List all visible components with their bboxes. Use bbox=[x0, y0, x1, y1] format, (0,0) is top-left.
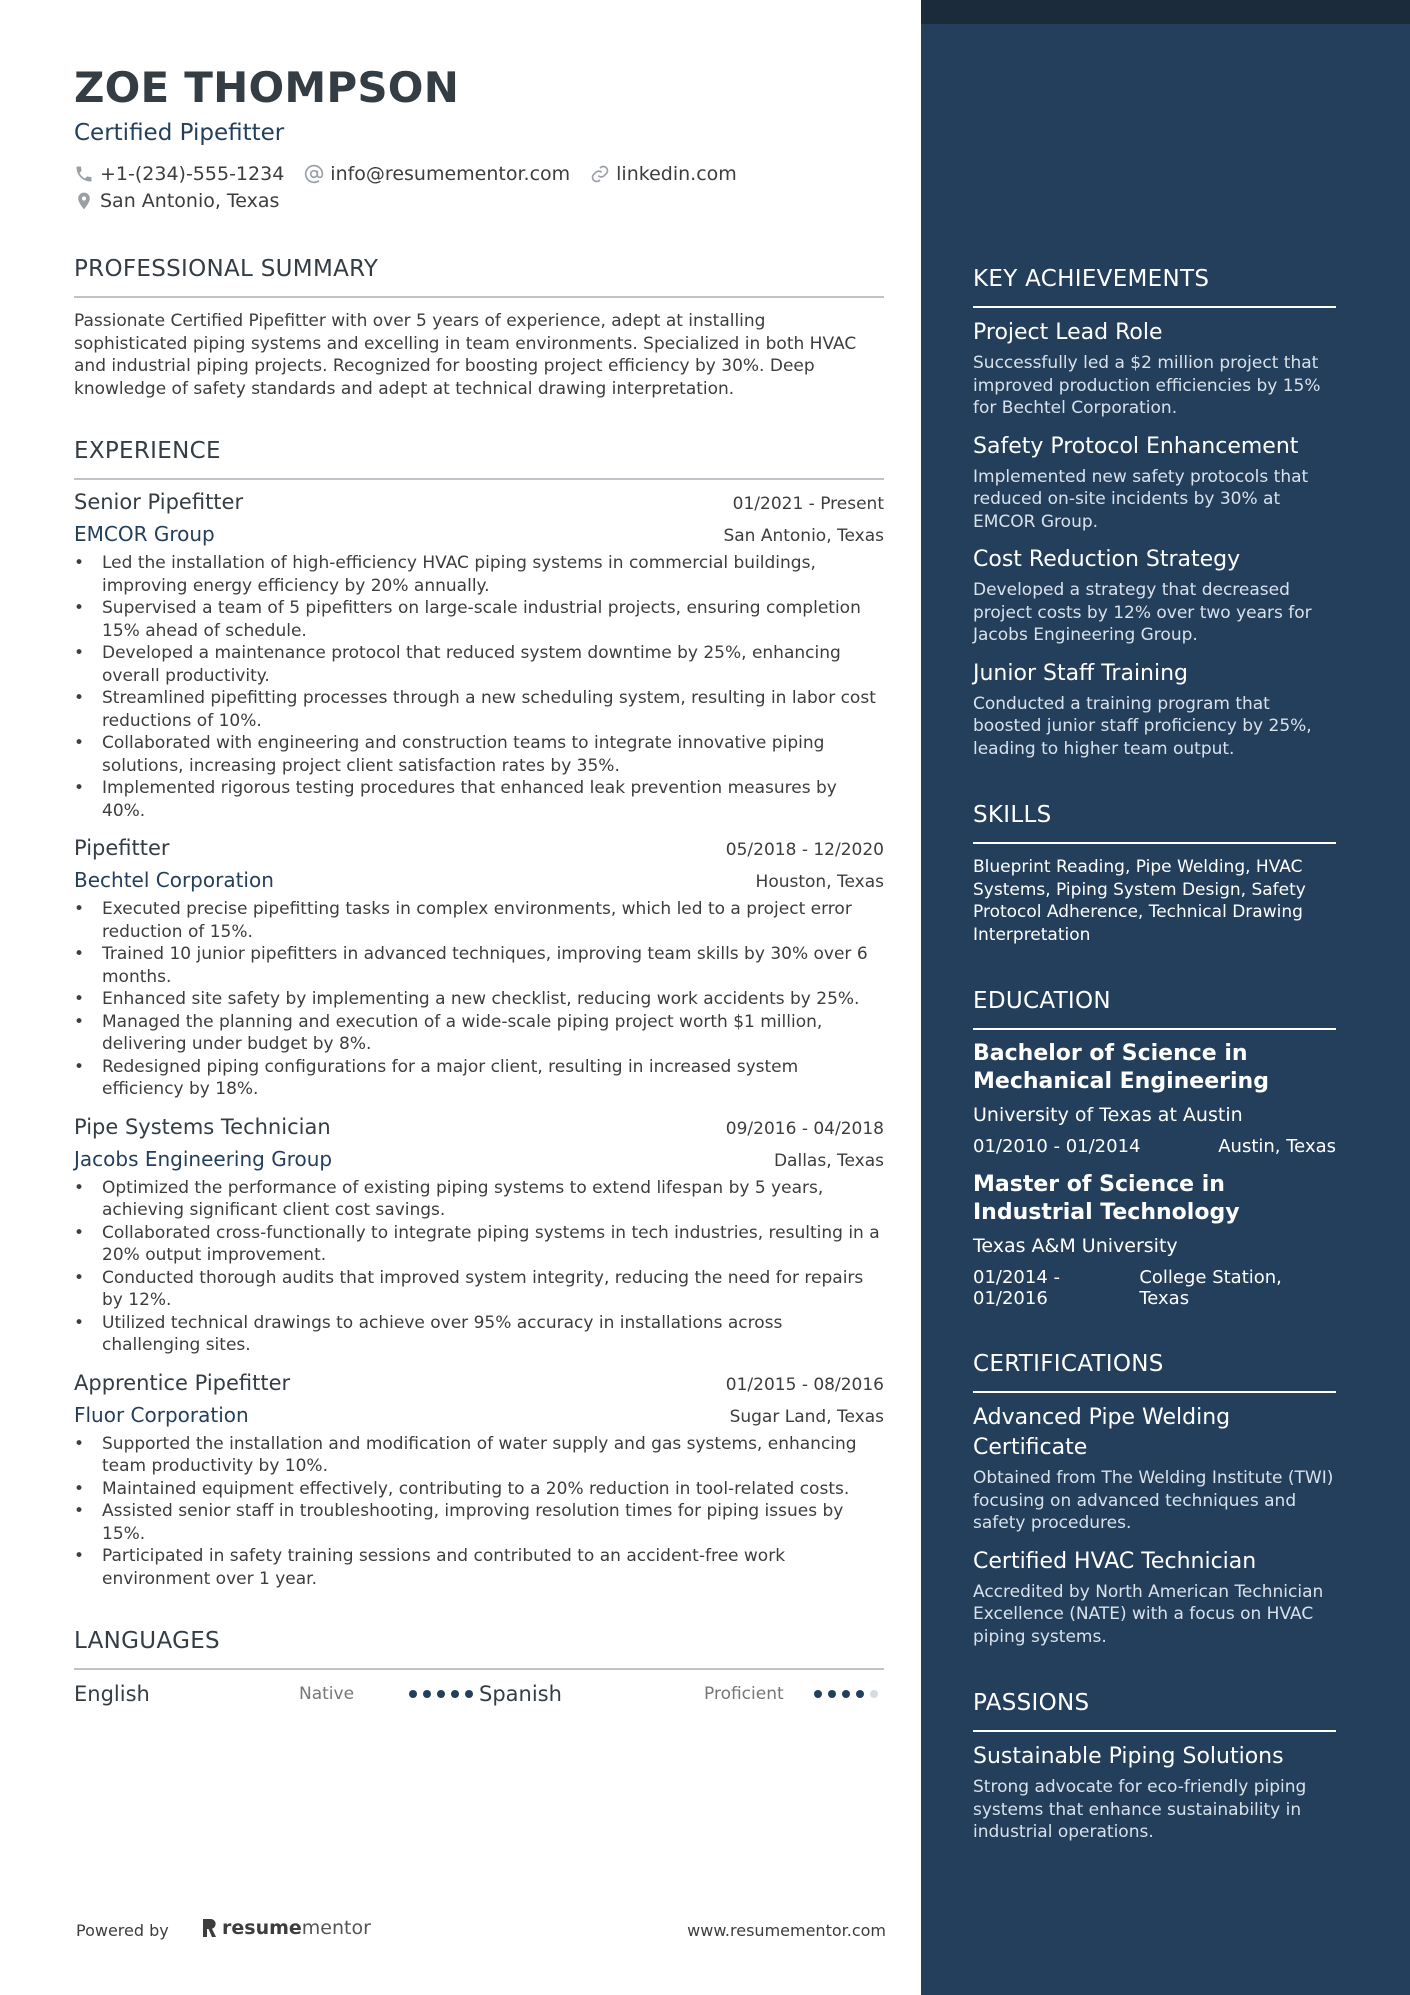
job-bullet: • Collaborated with engineering and construction teams to integrate innovative piping solutions, increasing project client satisfaction rates by 35%. bbox=[102, 732, 884, 777]
job-bullets bbox=[74, 1433, 884, 1591]
job-role: Senior Pipefitter bbox=[74, 490, 244, 514]
main-column bbox=[74, 60, 884, 1706]
contact-email[interactable] bbox=[304, 160, 570, 187]
rating-dot bbox=[814, 1690, 822, 1698]
skills-section bbox=[973, 800, 1336, 946]
rating-dot bbox=[856, 1690, 864, 1698]
footer bbox=[76, 1917, 886, 1947]
job-location: Sugar Land, Texas bbox=[729, 1406, 884, 1427]
sidebar-top-bar bbox=[921, 0, 1410, 24]
languages-divider bbox=[74, 1668, 884, 1670]
job-company: Jacobs Engineering Group bbox=[74, 1146, 333, 1171]
education-dates: 01/2010 - 01/2014 bbox=[973, 1136, 1141, 1157]
education-location: Austin, Texas bbox=[1218, 1136, 1336, 1157]
job-dates: 05/2018 - 12/2020 bbox=[725, 840, 884, 860]
job-role: Pipe Systems Technician bbox=[74, 1114, 331, 1139]
job-bullet: • Developed a maintenance protocol that reduced system downtime by 25%, enhancing overall productivity. bbox=[102, 642, 884, 687]
rating-dot bbox=[437, 1690, 445, 1698]
languages-section bbox=[74, 1626, 884, 1706]
passions-heading: PASSIONS bbox=[973, 1690, 1090, 1716]
certification-title: Advanced Pipe Welding Certificate bbox=[973, 1405, 1231, 1460]
language-item bbox=[479, 1682, 884, 1706]
skills-list: Blueprint Reading, Pipe Welding, HVAC Systems, Piping System Design, Safety Protocol Adherence, Technical Drawing Interpretation bbox=[973, 857, 1306, 945]
language-name: Spanish bbox=[479, 1682, 562, 1706]
achievement-title: Cost Reduction Strategy bbox=[973, 547, 1241, 572]
link-icon bbox=[590, 164, 610, 184]
job-dates: 09/2016 - 04/2018 bbox=[725, 1118, 884, 1139]
job-bullet: • Utilized technical drawings to achieve over 95% accuracy in installations across challenging sites. bbox=[102, 1312, 884, 1357]
job-location: San Antonio, Texas bbox=[723, 526, 884, 546]
summary-heading: PROFESSIONAL SUMMARY bbox=[74, 256, 379, 282]
logo-text-bold: resume bbox=[222, 1917, 302, 1939]
job-bullets bbox=[74, 1177, 884, 1357]
contact-location bbox=[74, 187, 279, 214]
job-bullet: • Implemented rigorous testing procedures that enhanced leak prevention measures by 40%. bbox=[102, 777, 884, 822]
certification-desc: Obtained from The Welding Institute (TWI) focusing on advanced techniques and safety procedures. bbox=[973, 1468, 1334, 1533]
achievement-desc: Developed a strategy that decreased project costs by 12% over two years for Jacobs Engineering Group. bbox=[973, 580, 1312, 645]
achievement-desc: Successfully led a $2 million project that improved production efficiencies by 15% for Bechtel Corporation. bbox=[973, 353, 1321, 418]
rating-dot bbox=[828, 1690, 836, 1698]
achievement-title: Junior Staff Training bbox=[973, 660, 1189, 686]
footer-website-link[interactable]: www.resumementor.com bbox=[687, 1921, 886, 1940]
education-school: University of Texas at Austin bbox=[973, 1104, 1243, 1126]
passions-section bbox=[973, 1688, 1336, 1844]
education-dates: 01/2014 - 01/2016 bbox=[973, 1267, 1060, 1309]
job-bullet: • Optimized the performance of existing piping systems to extend lifespan by 5 years, achieving significant client cost savings. bbox=[102, 1177, 884, 1222]
job-bullet: • Maintained equipment effectively, contributing to a 20% reduction in tool-related costs. bbox=[102, 1478, 884, 1501]
job-location: Houston, Texas bbox=[755, 872, 884, 892]
job-bullets bbox=[74, 552, 884, 822]
education-section bbox=[973, 986, 1336, 1309]
phone-icon bbox=[74, 164, 94, 184]
certification-title: Certified HVAC Technician bbox=[973, 1548, 1257, 1574]
resumementor-logo[interactable] bbox=[200, 1917, 371, 1939]
logo-mark-icon bbox=[200, 1917, 218, 1939]
achievement-item bbox=[973, 545, 1336, 647]
job-bullet: • Supervised a team of 5 pipefitters on large-scale industrial projects, ensuring completion 15% ahead of schedule. bbox=[102, 597, 884, 642]
job-bullet: • Assisted senior staff in troubleshooting, improving resolution times for piping issues by 15%. bbox=[102, 1500, 884, 1545]
skills-divider bbox=[973, 842, 1336, 844]
sidebar-column bbox=[973, 264, 1336, 1844]
education-heading: EDUCATION bbox=[973, 988, 1111, 1014]
rating-dot bbox=[842, 1690, 850, 1698]
language-rating bbox=[409, 1690, 479, 1698]
job-entry bbox=[74, 490, 884, 822]
job-bullet: • Led the installation of high-efficiency HVAC piping systems in commercial buildings, improving energy efficiency by 20% annually. bbox=[102, 552, 884, 597]
education-degree: Bachelor of Science in Mechanical Engineering bbox=[973, 1041, 1269, 1094]
certification-item bbox=[973, 1547, 1336, 1649]
job-company: Fluor Corporation bbox=[74, 1402, 249, 1427]
achievement-item bbox=[973, 432, 1336, 534]
achievement-item bbox=[973, 659, 1336, 761]
passion-desc: Strong advocate for eco-friendly piping systems that enhance sustainability in industrial operations. bbox=[973, 1777, 1307, 1842]
at-sign-icon bbox=[304, 164, 324, 184]
job-bullet: • Trained 10 junior pipefitters in advanced techniques, improving team skills by 30% over 6 months. bbox=[102, 943, 884, 988]
education-school: Texas A&M University bbox=[973, 1235, 1178, 1257]
achievement-item bbox=[973, 318, 1336, 420]
education-item bbox=[973, 1040, 1336, 1157]
passion-item bbox=[973, 1742, 1336, 1844]
education-location: College Station, Texas bbox=[1139, 1267, 1282, 1309]
education-degree: Master of Science in Industrial Technology bbox=[973, 1172, 1240, 1225]
contact-linkedin[interactable] bbox=[590, 160, 737, 187]
passion-title: Sustainable Piping Solutions bbox=[973, 1744, 1284, 1769]
certifications-divider bbox=[973, 1391, 1336, 1393]
job-dates: 01/2021 - Present bbox=[732, 494, 884, 514]
rating-dot bbox=[870, 1690, 878, 1698]
job-bullet: • Streamlined pipefitting processes through a new scheduling system, resulting in labor cost reductions of 10%. bbox=[102, 687, 884, 732]
logo-text-light: mentor bbox=[301, 1917, 371, 1939]
achievements-section bbox=[973, 264, 1336, 760]
linkedin-text: linkedin.com bbox=[616, 162, 737, 185]
rating-dot bbox=[465, 1690, 473, 1698]
candidate-name: ZOE THOMPSON bbox=[74, 63, 460, 112]
language-name: English bbox=[74, 1682, 150, 1706]
contact-phone[interactable] bbox=[74, 160, 284, 187]
location-pin-icon bbox=[74, 191, 94, 211]
rating-dot bbox=[451, 1690, 459, 1698]
job-entry bbox=[74, 1115, 884, 1357]
certification-item bbox=[973, 1403, 1336, 1535]
achievements-heading: KEY ACHIEVEMENTS bbox=[973, 266, 1210, 292]
language-item bbox=[74, 1682, 479, 1706]
job-entry bbox=[74, 1371, 884, 1591]
phone-text: +1-(234)-555-1234 bbox=[100, 162, 285, 185]
education-item bbox=[973, 1171, 1336, 1309]
certifications-heading: CERTIFICATIONS bbox=[973, 1351, 1164, 1377]
job-bullet: • Conducted thorough audits that improved system integrity, reducing the need for repairs by 12%. bbox=[102, 1267, 884, 1312]
job-role: Apprentice Pipefitter bbox=[74, 1370, 291, 1395]
education-divider bbox=[973, 1028, 1336, 1030]
powered-by-label: Powered by bbox=[76, 1921, 169, 1940]
contact-info bbox=[74, 160, 834, 214]
achievement-title: Safety Protocol Enhancement bbox=[973, 433, 1299, 459]
email-text: info@resumementor.com bbox=[330, 162, 571, 185]
experience-heading: EXPERIENCE bbox=[74, 438, 221, 464]
job-bullet: • Managed the planning and execution of a wide-scale piping project worth $1 million, delivering under budget by 8%. bbox=[102, 1011, 884, 1056]
experience-divider bbox=[74, 478, 884, 480]
achievement-desc: Implemented new safety protocols that reduced on-site incidents by 30% at EMCOR Group. bbox=[973, 466, 1309, 532]
rating-dot bbox=[423, 1690, 431, 1698]
skills-heading: SKILLS bbox=[973, 802, 1052, 828]
job-bullet: • Collaborated cross-functionally to integrate piping systems in tech industries, resulting in a 20% output improvement. bbox=[102, 1222, 884, 1267]
job-role: Pipefitter bbox=[74, 836, 170, 860]
achievement-desc: Conducted a training program that boosted junior staff proficiency by 25%, leading to higher team output. bbox=[973, 693, 1312, 759]
candidate-headline: Certified Pipefitter bbox=[74, 120, 285, 146]
certifications-section bbox=[973, 1349, 1336, 1648]
rating-dot bbox=[409, 1690, 417, 1698]
job-location: Dallas, Texas bbox=[773, 1150, 884, 1171]
languages-heading: LANGUAGES bbox=[74, 1628, 220, 1654]
summary-section bbox=[74, 254, 884, 400]
achievements-divider bbox=[973, 306, 1336, 308]
location-text: San Antonio, Texas bbox=[100, 189, 280, 212]
language-rating bbox=[814, 1690, 884, 1698]
job-dates: 01/2015 - 08/2016 bbox=[725, 1374, 884, 1395]
language-level: Proficient bbox=[704, 1684, 784, 1704]
job-company: Bechtel Corporation bbox=[74, 868, 274, 892]
job-bullet: • Executed precise pipefitting tasks in complex environments, which led to a project error reduction of 15%. bbox=[102, 898, 884, 943]
summary-divider bbox=[74, 296, 884, 298]
job-bullets bbox=[74, 898, 884, 1101]
experience-section bbox=[74, 436, 884, 1590]
summary-text: Passionate Certified Pipefitter with over 5 years of experience, adept at installing sophisticated piping systems and excelling in team environments. Specialized in both HVAC and industrial piping projects. Recognized for boosting project efficiency by 30%. Deep knowledge of safety standards and adept at technical drawing interpretation. bbox=[74, 311, 857, 399]
language-level: Native bbox=[299, 1684, 355, 1704]
job-entry bbox=[74, 836, 884, 1101]
job-company: EMCOR Group bbox=[74, 522, 215, 546]
passions-divider bbox=[973, 1730, 1336, 1732]
certification-desc: Accredited by North American Technician Excellence (NATE) with a focus on HVAC piping systems. bbox=[973, 1581, 1324, 1647]
job-bullet: • Supported the installation and modification of water supply and gas systems, enhancing team productivity by 10%. bbox=[102, 1433, 884, 1478]
job-bullet: • Redesigned piping configurations for a major client, resulting in increased system efficiency by 18%. bbox=[102, 1056, 884, 1101]
achievement-title: Project Lead Role bbox=[973, 320, 1163, 345]
job-bullet: • Enhanced site safety by implementing a new checklist, reducing work accidents by 25%. bbox=[102, 988, 884, 1011]
job-bullet: • Participated in safety training sessions and contributed to an accident-free work environment over 1 year. bbox=[102, 1545, 884, 1590]
